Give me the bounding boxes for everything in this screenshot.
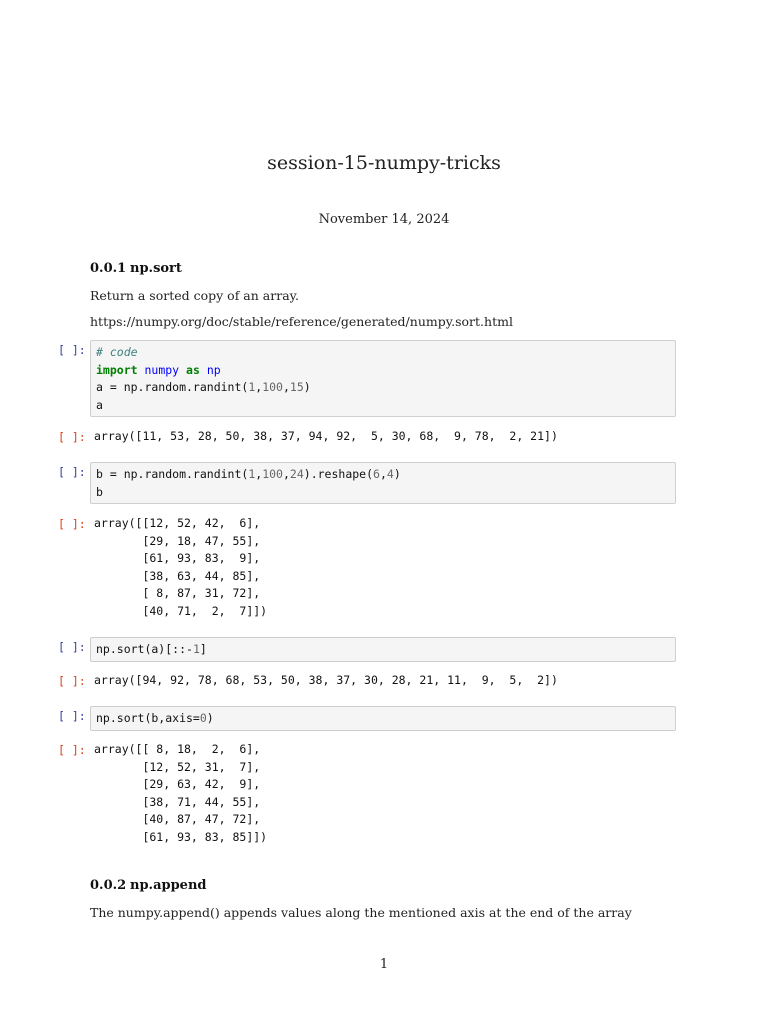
code-cell-4[interactable] xyxy=(90,706,676,731)
paragraph-description: The numpy.append() appends values along the mentioned axis at the end of the array xyxy=(90,905,632,920)
code-cell-3[interactable] xyxy=(90,637,676,662)
input-prompt: [ ]: xyxy=(58,343,86,357)
code-token: 100 xyxy=(262,467,283,481)
code-cell-source xyxy=(96,710,670,728)
code-token: , xyxy=(255,380,263,394)
output-line: array([[ 8, 18, 2, 6], xyxy=(94,742,261,756)
documentation-link[interactable]: https://numpy.org/doc/stable/reference/generated/numpy.sort.html xyxy=(90,314,513,329)
code-line xyxy=(96,362,670,380)
input-prompt: [ ]: xyxy=(58,465,86,479)
output-prompt: [ ]: xyxy=(58,517,86,531)
section-heading-np-append xyxy=(90,878,206,893)
code-token: # code xyxy=(96,345,138,359)
output-cell-2 xyxy=(94,515,267,620)
code-token: 1 xyxy=(248,380,256,394)
code-line xyxy=(96,466,670,484)
code-token: 4 xyxy=(386,467,394,481)
code-token: numpy xyxy=(144,362,180,377)
output-line: [ 8, 87, 31, 72], xyxy=(94,586,261,600)
section-number: 0.0.1 xyxy=(90,261,127,276)
output-text xyxy=(94,428,558,446)
code-token: 15 xyxy=(289,380,304,394)
output-line: [29, 63, 42, 9], xyxy=(94,777,261,791)
code-token: 0 xyxy=(199,711,207,725)
code-line xyxy=(96,641,670,659)
code-token: , xyxy=(379,467,387,481)
section-heading-np-sort xyxy=(90,261,182,276)
code-token xyxy=(200,363,207,377)
code-token: import xyxy=(96,362,138,377)
code-token: ) xyxy=(393,467,401,481)
output-line: [61, 93, 83, 9], xyxy=(94,551,261,565)
output-prompt: [ ]: xyxy=(58,743,86,757)
output-line: [12, 52, 31, 7], xyxy=(94,759,261,774)
code-token: a = np.random.randint( xyxy=(96,380,249,394)
paragraph-description: Return a sorted copy of an array. xyxy=(90,288,300,303)
code-token: 24 xyxy=(289,467,304,481)
code-line xyxy=(96,379,670,397)
code-token: 1 xyxy=(248,467,256,481)
output-text xyxy=(94,741,267,846)
code-token: b xyxy=(96,484,103,499)
code-token: np.sort(b,axis= xyxy=(96,711,200,725)
page-number: 1 xyxy=(379,957,389,972)
output-cell-3 xyxy=(94,672,558,690)
code-token: 1 xyxy=(192,642,200,656)
code-token: ).reshape( xyxy=(303,467,374,481)
code-token: b = np.random.randint( xyxy=(96,467,249,481)
code-line xyxy=(96,344,670,362)
input-prompt: [ ]: xyxy=(58,640,86,654)
code-cell-1[interactable] xyxy=(90,340,676,417)
code-token: , xyxy=(282,380,290,394)
output-line: [40, 71, 2, 7]]) xyxy=(94,603,268,618)
output-line: [40, 87, 47, 72], xyxy=(94,812,261,826)
output-line: [38, 71, 44, 55], xyxy=(94,794,261,809)
output-line: array([11, 53, 28, 50, 38, 37, 94, 92, 5, 30, 68, 9, 78, 2, 21]) xyxy=(94,429,558,443)
code-cell-source xyxy=(96,641,670,659)
code-token: a xyxy=(96,397,103,412)
code-token: 6 xyxy=(373,467,380,481)
document-date: November 14, 2024 xyxy=(318,212,450,227)
code-token: np xyxy=(206,362,221,377)
output-line: array([[12, 52, 42, 6], xyxy=(94,516,261,530)
output-text xyxy=(94,515,267,620)
input-prompt: [ ]: xyxy=(58,709,86,723)
output-line: [38, 63, 44, 85], xyxy=(94,568,261,583)
output-line: [29, 18, 47, 55], xyxy=(94,533,261,548)
code-token: np.sort(a)[::- xyxy=(96,642,193,656)
code-token: , xyxy=(282,467,290,481)
output-cell-1 xyxy=(94,428,558,446)
code-cell-source xyxy=(96,344,670,414)
code-line xyxy=(96,710,670,728)
section-number: 0.0.2 xyxy=(90,878,127,893)
output-prompt: [ ]: xyxy=(58,674,86,688)
code-token xyxy=(179,363,186,377)
code-line xyxy=(96,484,670,502)
code-token: ) xyxy=(206,711,214,725)
code-line xyxy=(96,397,670,415)
code-token: ) xyxy=(303,380,311,394)
document-title: session-15-numpy-tricks xyxy=(267,152,501,174)
code-token: as xyxy=(186,362,200,377)
output-text xyxy=(94,672,558,690)
code-token: ] xyxy=(199,642,207,656)
output-prompt: [ ]: xyxy=(58,430,86,444)
output-cell-4 xyxy=(94,741,267,846)
output-line: [61, 93, 83, 85]]) xyxy=(94,829,268,844)
code-token: , xyxy=(255,467,263,481)
code-cell-2[interactable] xyxy=(90,462,676,504)
code-token: 100 xyxy=(262,380,283,394)
code-cell-source xyxy=(96,466,670,501)
output-line: array([94, 92, 78, 68, 53, 50, 38, 37, 30, 28, 21, 11, 9, 5, 2]) xyxy=(94,673,558,687)
section-title: np.sort xyxy=(130,261,182,276)
section-title: np.append xyxy=(130,878,207,893)
